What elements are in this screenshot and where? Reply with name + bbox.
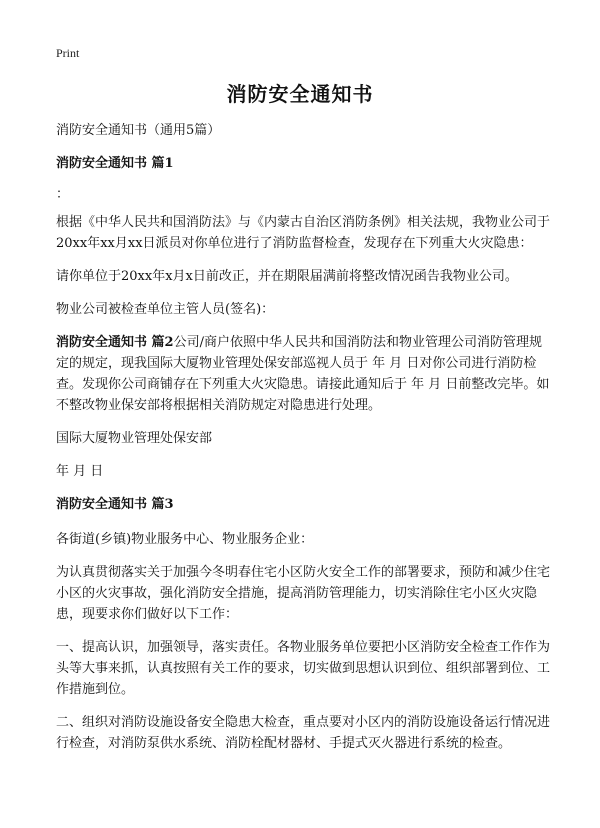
- section-1-paragraph-2: 请你单位于20xx年x月x日前改正，并在期限届满前将整改情况函告我物业公司。: [56, 269, 518, 284]
- document-body: [56, 120, 554, 766]
- section-3-paragraph-1: 各街道(乡镇)物业服务中心、物业服务企业：: [56, 532, 314, 547]
- section-3-paragraph-3: 一、提高认识，加强领导，落实责任。各物业服务单位要把小区消防安全检查工作作为头等大事来抓，认真按照有关工作的要求，切实做到思想认识到位、组织部署到位、工作措施到位。: [56, 640, 551, 697]
- section-2-heading: 消防安全通知书 篇2: [56, 335, 174, 350]
- section-1-marker: ：: [56, 187, 70, 202]
- document-title: 消防安全通知书: [226, 82, 374, 106]
- section-1-paragraph-3: 物业公司被检查单位主管人员(签名)：: [56, 302, 275, 317]
- section-3-heading: 消防安全通知书 篇3: [56, 497, 174, 512]
- section-1-heading: 消防安全通知书 篇1: [56, 156, 174, 171]
- section-2-paragraph: [56, 332, 554, 416]
- section-1-paragraph-1: 根据《中华人民共和国消防法》与《内蒙古自治区消防条例》相关法规，我物业公司于20xx年xx月xx日派员对你单位进行了消防监督检查，发现存在下列重大火灾隐患：: [56, 215, 551, 251]
- section-3-paragraph-2: 为认真贯彻落实关于加强今冬明春住宅小区防火安全工作的部署要求，预防和减少住宅小区的火灾事故，强化消防安全措施，提高消防管理能力，切实消除住宅小区火灾隐患，现要求你们做好以下工作：: [56, 565, 551, 622]
- section-2-date: 年 月 日: [56, 464, 104, 479]
- document-subtitle: 消防安全通知书（通用5篇）: [56, 123, 221, 138]
- print-link[interactable]: Print: [56, 46, 80, 60]
- section-2-body: 公司/商户依照中华人民共和国消防法和物业管理公司消防管理规定的规定，现我国际大厦物业管理处保安部巡视人员于 年 月 日对你公司进行消防检查。发现你公司商铺存在下列重大火灾隐患。请接此通知后于 年 月 日前整改完毕。如不整改物业保安部将根据相关消防规定对隐患进行处理。: [56, 335, 550, 413]
- section-2-signature: 国际大厦物业管理处保安部: [56, 431, 213, 446]
- section-3-paragraph-4: 二、组织对消防设施设备安全隐患大检查，重点要对小区内的消防设施设备运行情况进行检查，对消防泵供水系统、消防栓配材器材、手提式灭火器进行系统的检查。: [56, 715, 551, 751]
